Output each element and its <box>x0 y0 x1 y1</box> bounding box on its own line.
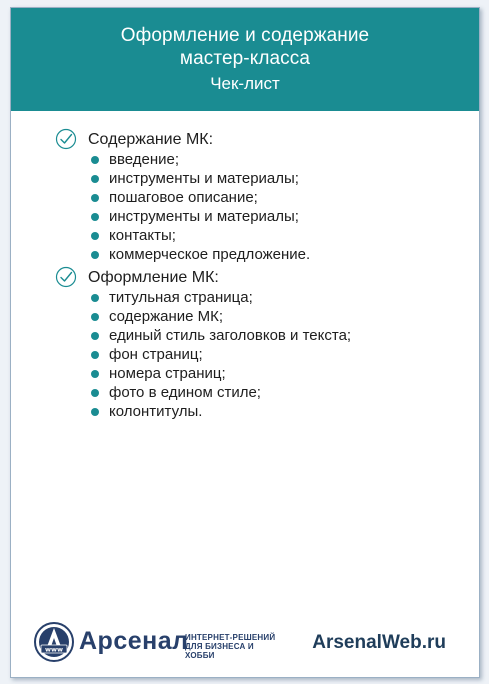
list-item <box>55 188 465 207</box>
list-item-text: инструменты и материалы; <box>109 170 299 187</box>
check-circle-icon <box>55 266 77 288</box>
list-item <box>55 288 465 307</box>
list-item-text: фото в едином стиле; <box>109 384 261 401</box>
checklist <box>55 130 465 425</box>
bullet-dot <box>91 156 99 164</box>
list-item-text: фон страниц; <box>109 346 203 363</box>
list-item <box>55 150 465 169</box>
bullet-dot <box>91 408 99 416</box>
bullet-dot <box>91 213 99 221</box>
list-item-text: коммерческое предложение. <box>109 246 311 263</box>
list-item-text: титульная страница; <box>109 289 253 306</box>
list-item-text: номера страниц; <box>109 365 226 382</box>
list-item <box>55 326 465 345</box>
list-item <box>55 364 465 383</box>
arsenal-emblem-icon <box>33 621 75 663</box>
list-item <box>55 245 465 264</box>
list-item <box>55 226 465 245</box>
page-subtitle: Чек-лист <box>210 74 280 93</box>
list-item <box>55 169 465 188</box>
logo-emblem-text: www <box>44 645 64 654</box>
arsenal-logo[interactable] <box>33 621 283 665</box>
bullet-dot <box>91 370 99 378</box>
list-item <box>55 345 465 364</box>
section-title: Содержание МК: <box>88 131 214 148</box>
header-banner <box>11 8 479 111</box>
list-item-text: введение; <box>109 151 180 168</box>
bullet-dot <box>91 332 99 340</box>
section-heading-design <box>55 268 465 288</box>
bullet-dot <box>91 351 99 359</box>
bullet-dot <box>91 251 99 259</box>
check-circle-icon <box>55 128 77 150</box>
content-list <box>55 150 465 264</box>
logo-brand-name: Арсенал <box>79 627 189 655</box>
logo-tagline-line2: ДЛЯ БИЗНЕСА И ХОББИ <box>185 642 254 660</box>
list-item <box>55 402 465 421</box>
logo-tagline <box>185 633 283 660</box>
list-item-text: пошаговое описание; <box>109 189 258 206</box>
bullet-dot <box>91 194 99 202</box>
checklist-card <box>10 7 480 678</box>
page-title-line1: Оформление и содержание <box>120 25 370 46</box>
list-item-text: единый стиль заголовков и текста; <box>109 327 352 344</box>
list-item <box>55 383 465 402</box>
list-item-text: инструменты и материалы; <box>109 208 299 225</box>
list-item <box>55 207 465 226</box>
bullet-dot <box>91 232 99 240</box>
bullet-dot <box>91 175 99 183</box>
design-list <box>55 288 465 421</box>
list-item-text: колонтитулы. <box>109 403 203 420</box>
section-heading-content <box>55 130 465 150</box>
site-link[interactable]: ArsenalWeb.ru <box>312 632 446 653</box>
list-item-text: контакты; <box>109 227 176 244</box>
bullet-dot <box>91 313 99 321</box>
bullet-dot <box>91 389 99 397</box>
list-item <box>55 307 465 326</box>
list-item-text: содержание МК; <box>109 308 224 325</box>
logo-tagline-line1: ИНТЕРНЕТ-РЕШЕНИЙ <box>185 633 276 642</box>
bullet-dot <box>91 294 99 302</box>
page-title-line2: мастер-класса <box>179 48 311 69</box>
section-title: Оформление МК: <box>88 269 219 286</box>
